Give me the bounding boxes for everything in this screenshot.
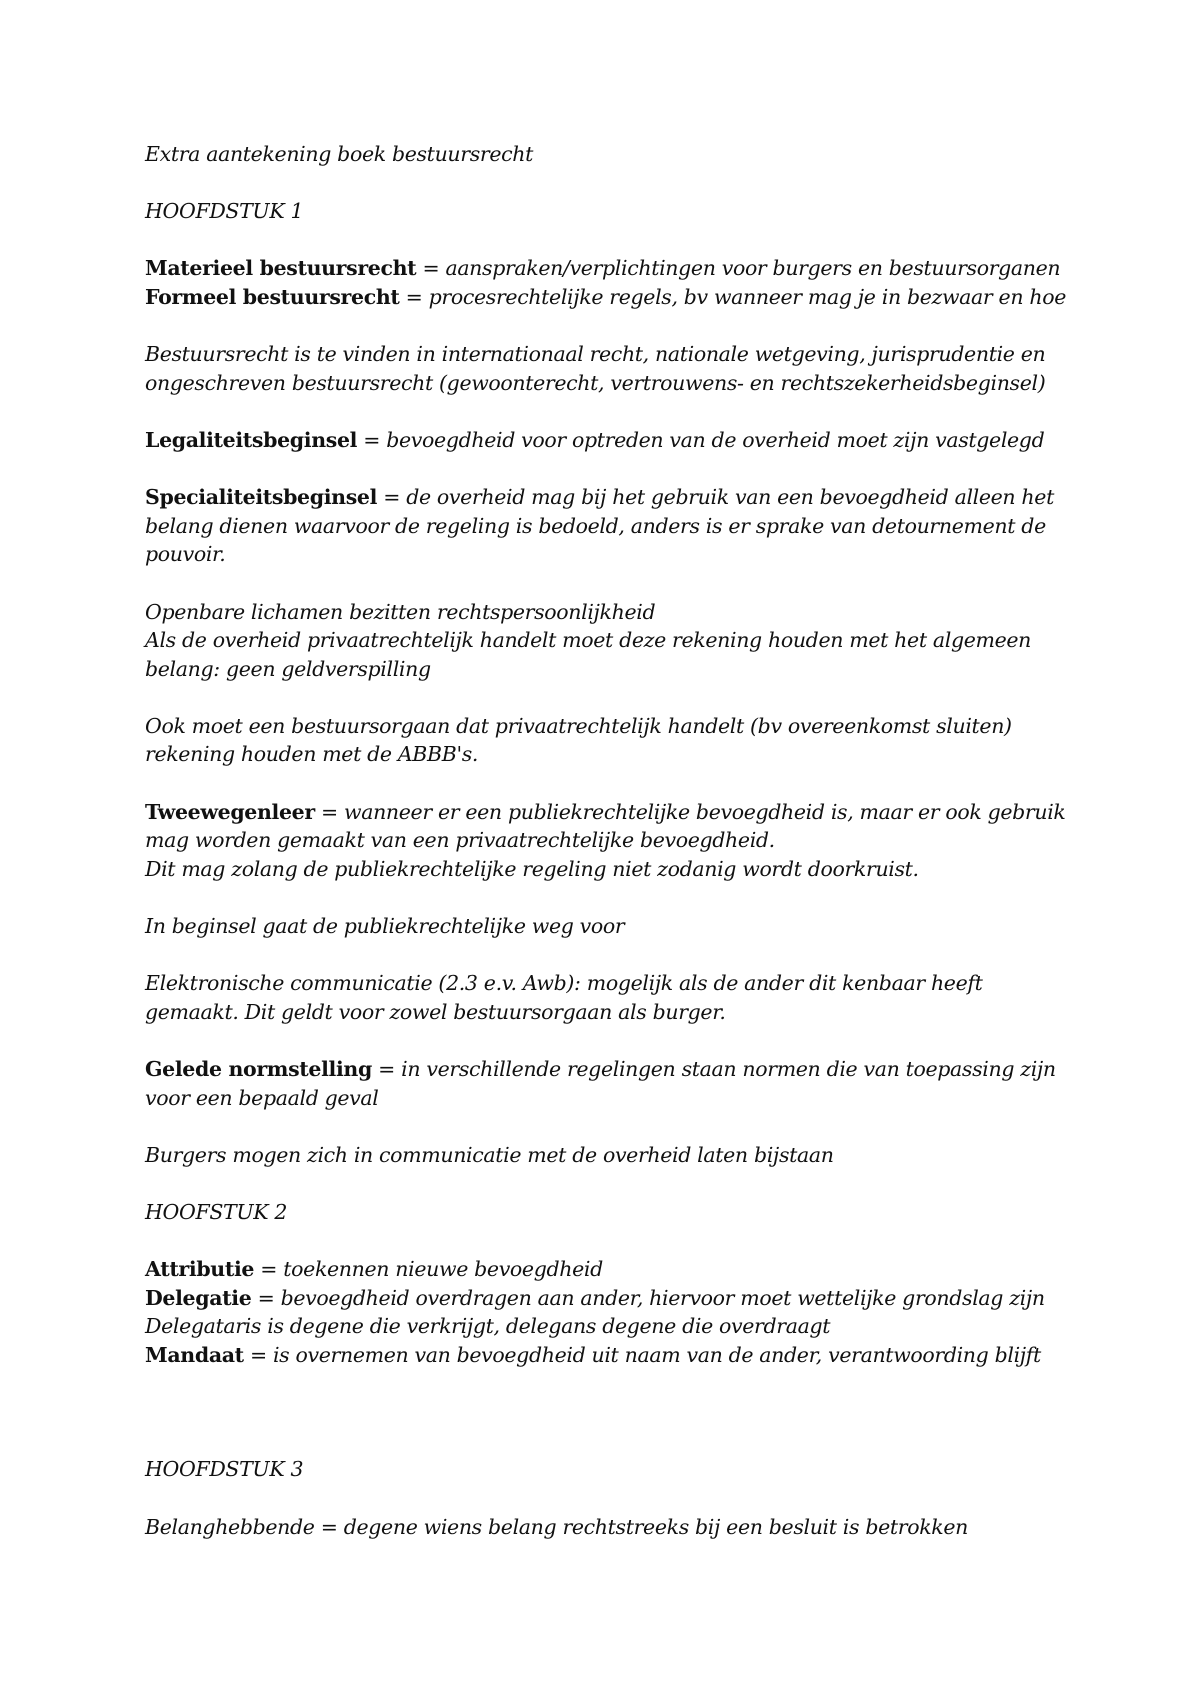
- chapter-2-heading: HOOFSTUK 2: [145, 1199, 288, 1224]
- abbb-line-1: Ook moet een bestuursorgaan dat privaatrechtelijk handelt (bv overeenkomst sluiten): [145, 713, 1012, 738]
- def-legaliteit: = bevoegdheid voor optreden van de overheid moet zijn vastgelegd: [357, 427, 1045, 452]
- openbare-line-1: Openbare lichamen bezitten rechtspersoonlijkheid: [145, 599, 656, 624]
- beginsel-line: In beginsel gaat de publiekrechtelijke weg voor: [145, 914, 625, 939]
- gelede-line-2: voor een bepaald geval: [145, 1085, 379, 1110]
- bronnen-line-2: ongeschreven bestuursrecht (gewoonterecht, vertrouwens- en rechtszekerheidsbeginsel): [145, 370, 1046, 395]
- definition-tweewegenleer: [145, 798, 1105, 827]
- def-gelede-normstelling: = in verschillende regelingen staan normen die van toepassing zijn: [371, 1057, 1056, 1081]
- openbare-line-3: belang: geen geldverspilling: [145, 656, 431, 681]
- document-page: [145, 140, 1105, 1541]
- definition-legaliteit: [145, 426, 1105, 455]
- definition-attributie: [145, 1255, 1105, 1284]
- chapter-1-heading: HOOFDSTUK 1: [145, 199, 304, 224]
- definition-specialiteit: [145, 483, 1105, 512]
- term-formeel: Formeel bestuursrecht: [145, 284, 400, 309]
- def-attributie: = toekennen nieuwe bevoegdheid: [254, 1257, 603, 1282]
- abbb-line-2: rekening houden met de ABBB's.: [145, 742, 479, 767]
- def-delegatie: = bevoegdheid overdragen aan ander, hiervoor moet wettelijke grondslag zijn: [251, 1285, 1045, 1310]
- tweewegen-line-3: Dit mag zolang de publiekrechtelijke regeling niet zodanig wordt doorkruist.: [145, 856, 919, 881]
- elektronisch-line-1: Elektronische communicatie (2.3 e.v. Awb): mogelijk als de ander dit kenbaar heeft: [145, 971, 983, 996]
- tweewegen-line-2: mag worden gemaakt van een privaatrechtelijke bevoegdheid.: [145, 828, 775, 853]
- term-specialiteit: Specialiteitsbeginsel: [145, 485, 378, 510]
- belanghebbende-line: Belanghebbende = degene wiens belang rechtstreeks bij een besluit is betrokken: [145, 1514, 969, 1539]
- definition-delegatie: [145, 1284, 1105, 1313]
- definition-gelede-normstelling: [145, 1055, 1105, 1084]
- term-tweewegenleer: Tweewegenleer: [145, 799, 315, 824]
- term-attributie: Attributie: [145, 1257, 255, 1282]
- specialiteit-line-2: belang dienen waarvoor de regeling is bedoeld, anders is er sprake van detournement de: [145, 513, 1046, 538]
- term-gelede-normstelling: Gelede normstelling: [145, 1057, 372, 1081]
- openbare-line-2: Als de overheid privaatrechtelijk handelt moet deze rekening houden met het algemeen: [145, 628, 1032, 653]
- definition-mandaat: [145, 1341, 1105, 1370]
- term-mandaat: Mandaat: [145, 1342, 244, 1367]
- term-legaliteit: Legaliteitsbeginsel: [145, 427, 358, 452]
- burgers-line: Burgers mogen zich in communicatie met de overheid laten bijstaan: [145, 1142, 834, 1167]
- definition-materieel: [145, 254, 1105, 283]
- def-tweewegenleer: = wanneer er een publiekrechtelijke bevoegdheid is, maar er ook gebruik: [314, 799, 1066, 824]
- def-specialiteit: = de overheid mag bij het gebruik van een bevoegdheid alleen het: [377, 485, 1054, 510]
- delegataris-line: Delegataris is degene die verkrijgt, delegans degene die overdraagt: [145, 1314, 831, 1339]
- term-materieel: Materieel bestuursrecht: [145, 256, 417, 281]
- elektronisch-line-2: gemaakt. Dit geldt voor zowel bestuursorgaan als burger.: [145, 999, 726, 1024]
- specialiteit-line-3: pouvoir.: [145, 542, 226, 567]
- document-title: Extra aantekening boek bestuursrecht: [145, 142, 534, 166]
- chapter-3-heading: HOOFDSTUK 3: [145, 1457, 304, 1482]
- def-formeel: = procesrechtelijke regels, bv wanneer mag je in bezwaar en hoe: [399, 284, 1066, 309]
- bronnen-line-1: Bestuursrecht is te vinden in internationaal recht, nationale wetgeving, jurisprudentie en: [145, 342, 1046, 367]
- def-materieel: = aanspraken/verplichtingen voor burgers en bestuursorganen: [416, 256, 1061, 281]
- definition-formeel: [145, 283, 1105, 312]
- def-mandaat: = is overnemen van bevoegdheid uit naam van de ander, verantwoording blijft: [243, 1342, 1041, 1367]
- term-delegatie: Delegatie: [145, 1285, 252, 1310]
